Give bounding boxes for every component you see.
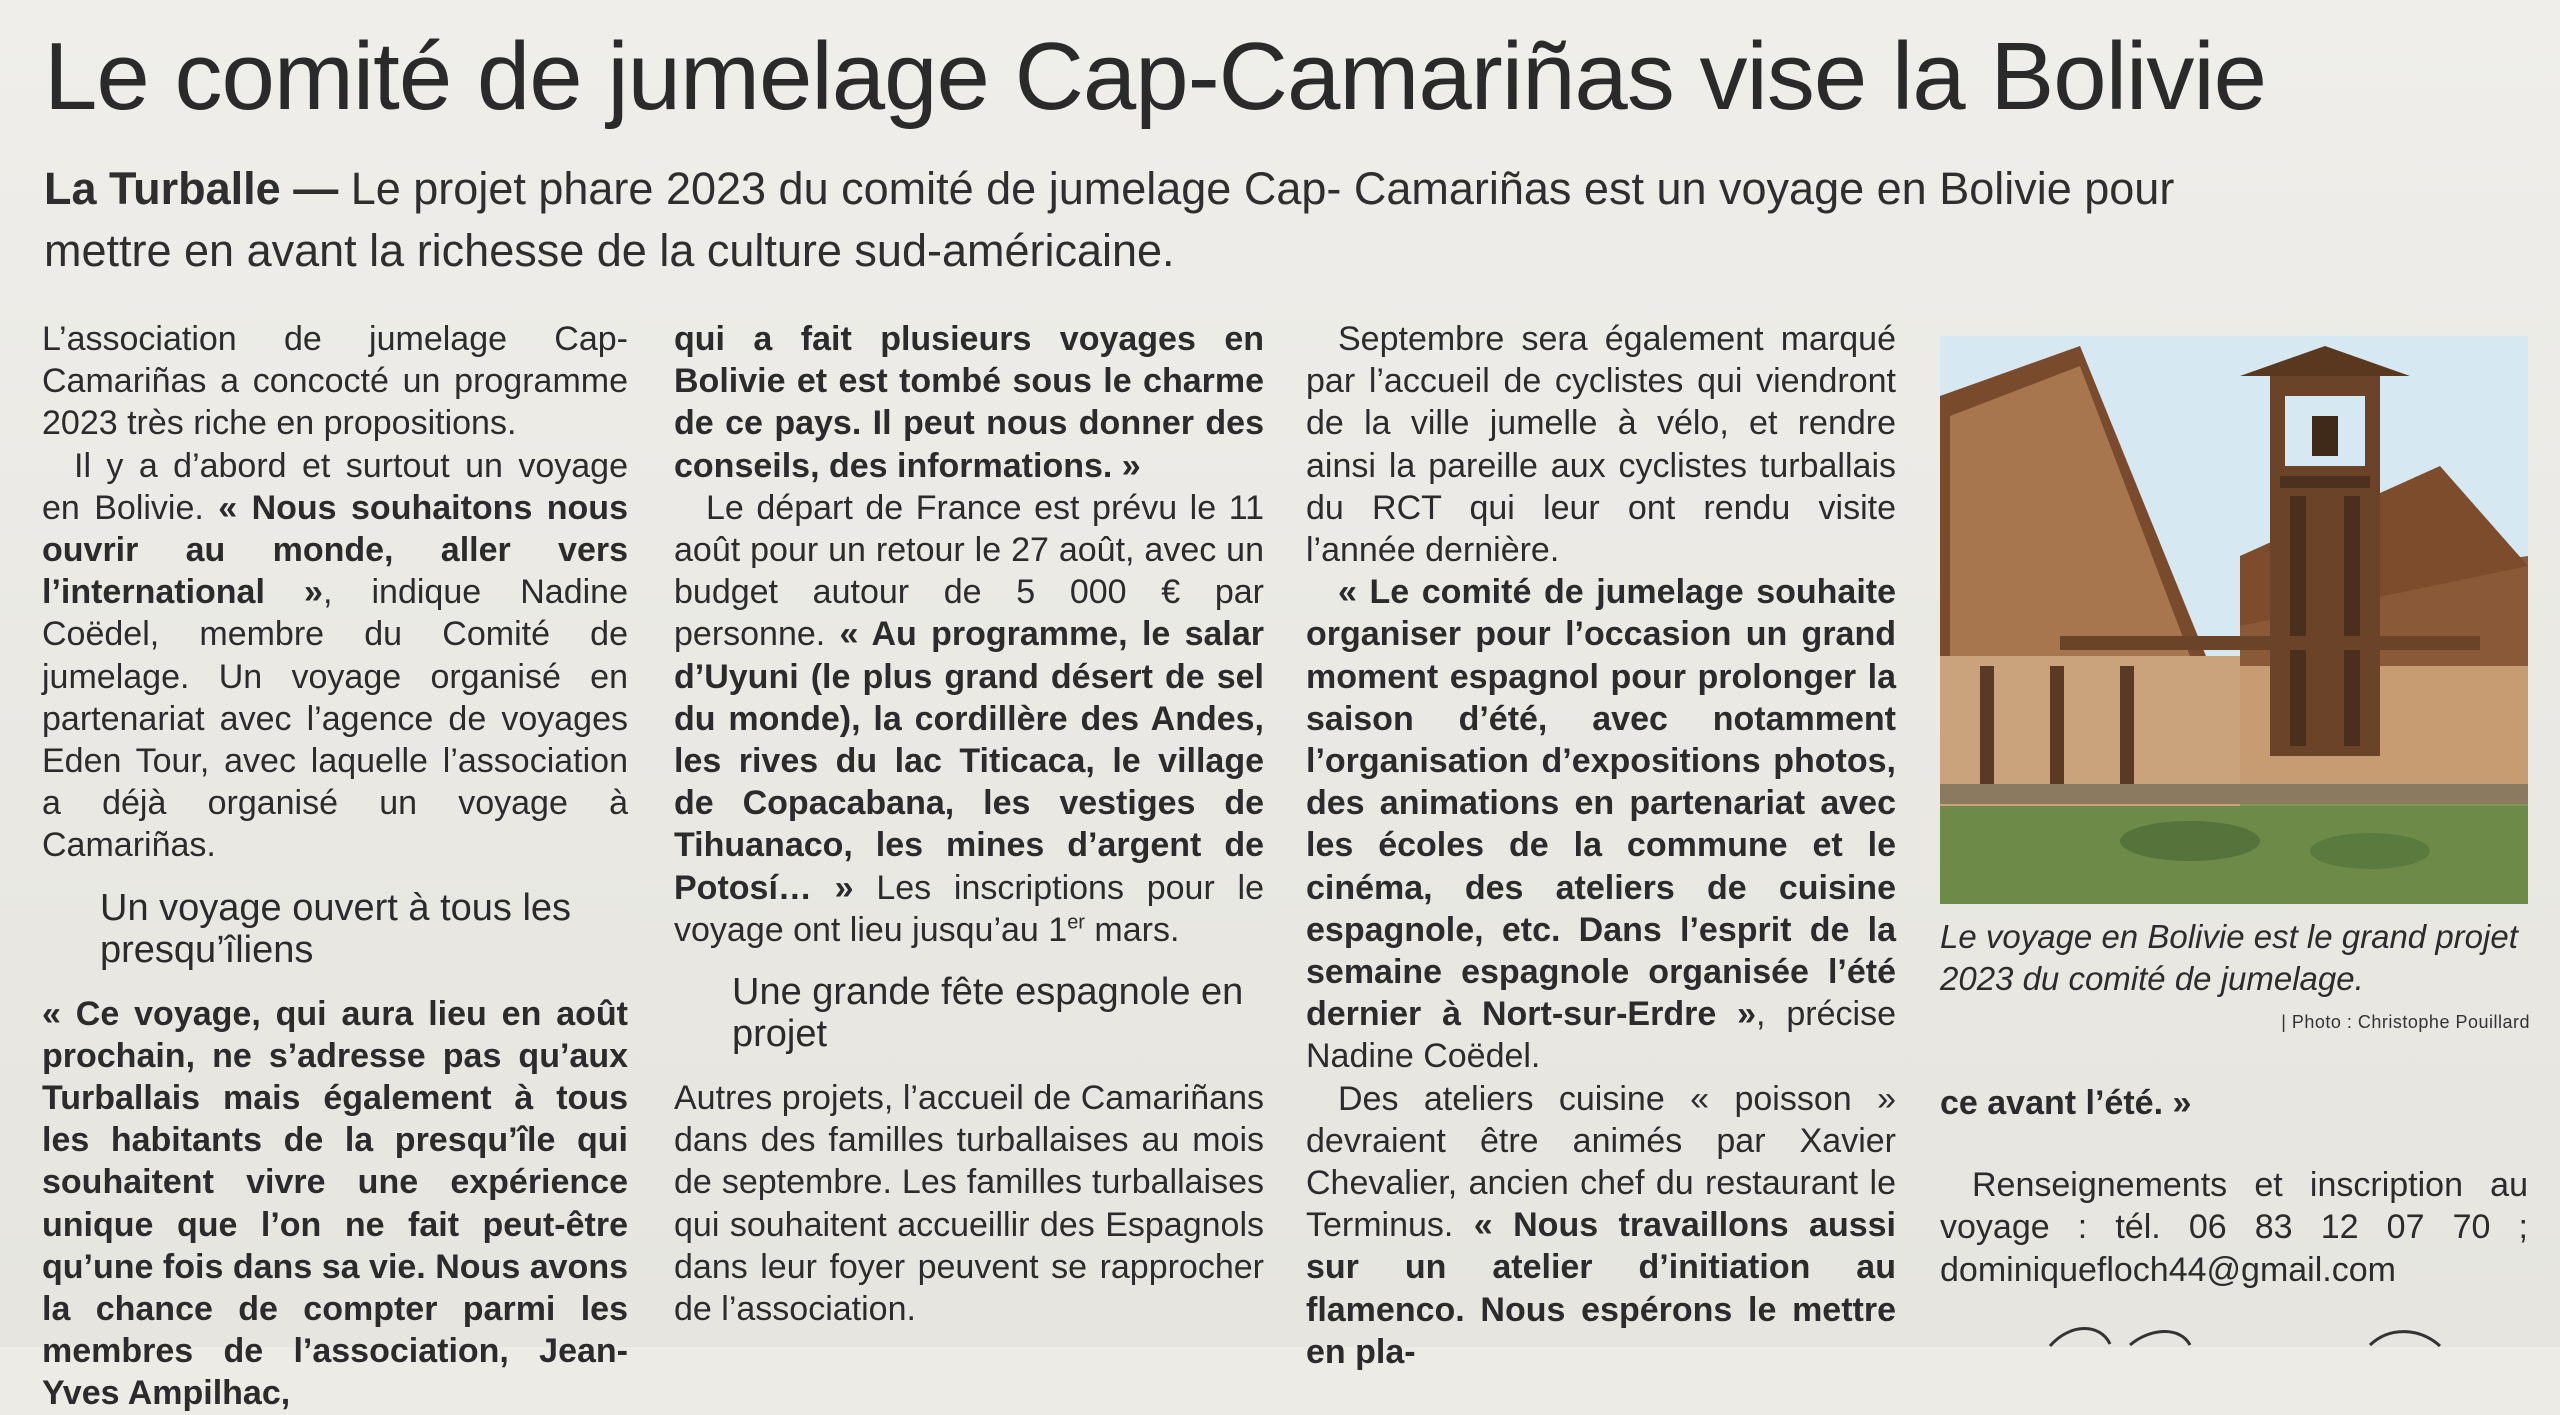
col1-paragraph-3: « Ce voyage, qui aura lieu en août prochain, ne s’adresse pas qu’aux Turballais mais également à tous les habitants de la presqu’île qui souhaitent vivre une expérience unique que l’on ne fait peut-être qu’une fois dans sa vie. Nous avons la chance de compter parmi les membres de l’association, Jean-Yves Ampilhac, xyxy=(42,994,628,1413)
col4-info: Renseignements et inscription au voyage : tél. 06 83 12 07 70 ; dominiquefloch44@gmail.com xyxy=(1940,1166,2528,1289)
article-photo xyxy=(1940,336,2528,904)
col2-p2-sup: er xyxy=(1067,911,1085,934)
column-3 xyxy=(1306,318,1896,1371)
col1-subhead: Un voyage ouvert à tous les presqu’îliens xyxy=(100,886,572,971)
column-4 xyxy=(1940,1082,2528,1291)
col1-paragraph-1: L’association de jumelage Cap-Camariñas a concocté un programme 2023 très riche en propositions. xyxy=(42,320,628,443)
column-1 xyxy=(42,318,628,1413)
col2-paragraph-3: Autres projets, l’accueil de Camariñans dans des familles turballaises au mois de septembre. Les familles turballaises qui souhaitent accueillir des Espagnols dans leur foyer peuvent se rapprocher de l’association. xyxy=(674,1079,1264,1329)
chapo-text: Le projet phare 2023 du comité de jumelage Cap- Camariñas est un voyage en Bolivie pour mettre en avant la richesse de la culture sud-américaine. xyxy=(44,163,2175,276)
col1-p2-text: Il y a d’abord et surtout un voyage en Bolivie. xyxy=(42,446,628,527)
col3-paragraph-3 xyxy=(1306,1078,1896,1373)
handwritten-scribble xyxy=(2040,1318,2460,1347)
col3-p2-quote: « Le comité de jumelage souhaite organiser pour l’occasion un grand moment espagnol pour prolonger la saison d’été, avec notamment l’organisation d’expositions photos, des animations en partenariat avec les écoles de la commune et le cinéma, des ateliers de cuisine espagnole, etc. Dans l’esprit de la semaine espagnole organisée l’été dernier à Nort-sur-Erdre » xyxy=(1306,573,1896,1034)
col2-p2-text: Le départ de France est prévu le 11 août pour un retour le 27 août, avec un budget autour de 5 000 € par personne. xyxy=(674,488,1264,654)
col1-p2-rest: , indique Nadine Coëdel, membre du Comité de jumelage. Un voyage organisé en partenariat avec l’agence de voyages Eden Tour, avec laquelle l’association a déjà organisé un voyage à Camariñas. xyxy=(42,573,628,865)
col3-p3-quote: « Nous travaillons aussi sur un atelier d’initiation au flamenco. Nous espérons le mettre en pla- xyxy=(1306,1206,1896,1371)
col1-paragraph-2 xyxy=(42,445,628,867)
col2-p2-rest: Les inscriptions pour le voyage ont lieu jusqu’au 1 xyxy=(674,868,1264,949)
photo-caption: Le voyage en Bolivie est le grand projet 2023 du comité de jumelage. xyxy=(1940,918,2518,997)
col2-p2-quote: « Au programme, le salar d’Uyuni (le plus grand désert de sel du monde), la cordillère des Andes, les rives du lac Titicaca, le village de Copacabana, les vestiges de Tihuanaco, les mines d’argent de Potosí… » xyxy=(674,615,1265,907)
col2-p2-end: mars. xyxy=(1084,910,1180,949)
col2-paragraph-2 xyxy=(674,487,1264,951)
chapo xyxy=(44,158,2284,282)
col1-p2-quote: « Nous souhaitons nous ouvrir au monde, aller vers l’international » xyxy=(42,488,628,612)
col2-paragraph-1: qui a fait plusieurs voyages en Bolivie et est tombé sous le charme de ce pays. Il peut nous donner des conseils, des informations. » xyxy=(674,320,1264,485)
mission-building-illustration xyxy=(1940,336,2528,904)
headline: Le comité de jumelage Cap-Camariñas vise la Bolivie xyxy=(44,23,2267,130)
col3-paragraph-1: Septembre sera également marqué par l’accueil de cyclistes qui viendront de la ville jumelle à vélo, et rendre ainsi la pareille aux cyclistes turballais du RCT qui leur ont rendu visite l’année dernière. xyxy=(1306,320,1896,570)
col4-paragraph-1: ce avant l’été. » xyxy=(1940,1084,2192,1122)
col3-p3-text: Des ateliers cuisine « poisson » devraient être animés par Xavier Chevalier, ancien chef du restaurant le Terminus. xyxy=(1306,1079,1896,1245)
col2-subhead: Une grande fête espagnole en projet xyxy=(732,971,1244,1056)
col3-p2-rest: , précise Nadine Coëdel. xyxy=(1306,995,1896,1076)
col3-paragraph-2 xyxy=(1306,571,1896,1077)
column-2 xyxy=(674,318,1264,1347)
chapo-place: La Turballe — xyxy=(44,163,339,214)
photo-credit: | Photo : Christophe Pouillard xyxy=(2281,1012,2530,1032)
